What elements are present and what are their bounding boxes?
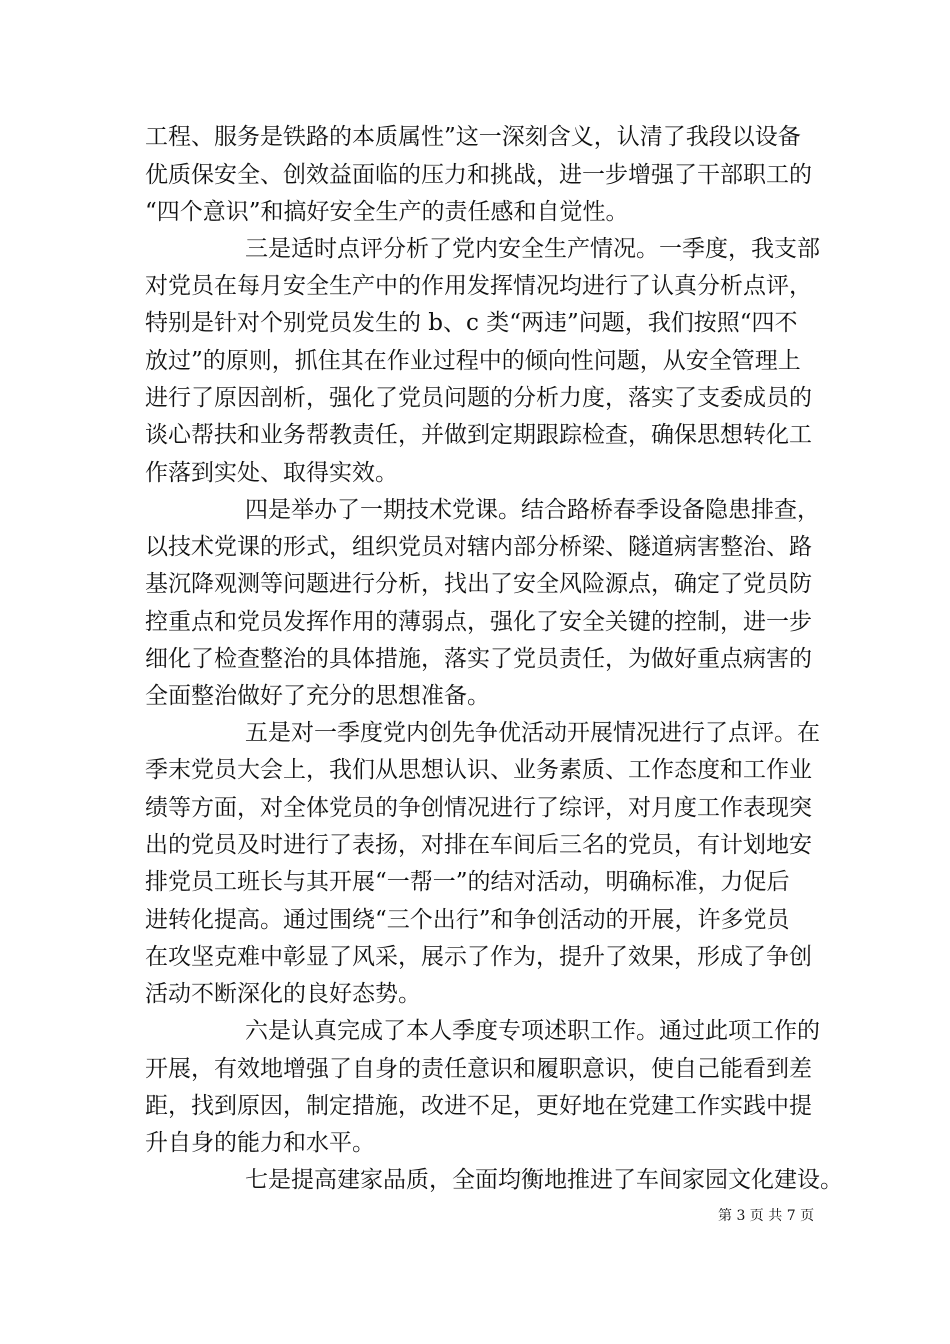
- paragraph-start-line: 七是提高建家品质，全面均衡地推进了车间家园文化建设。: [245, 1167, 843, 1193]
- text-line: 进行了原因剖析，强化了党员问题的分析力度，落实了支委成员的: [145, 385, 812, 411]
- text-line: “四个意识”和搞好安全生产的责任感和自觉性。: [145, 199, 629, 225]
- text-line: 距，找到原因，制定措施，改进不足，更好地在党建工作实践中提: [145, 1093, 812, 1119]
- text-line: 在攻坚克难中彰显了风采，展示了作为，提升了效果，形成了争创: [145, 944, 812, 970]
- text-line: 出的党员及时进行了表扬，对排在车间后三名的党员，有计划地安: [145, 832, 812, 858]
- page-number: 第 3 页 共 7 页: [718, 1208, 815, 1224]
- text-line: 细化了检查整治的具体措施，落实了党员责任，为做好重点病害的: [145, 646, 812, 672]
- text-line: 开展，有效地增强了自身的责任意识和履职意识，使自己能看到差: [145, 1056, 812, 1082]
- text-line: 进转化提高。通过围绕“三个出行”和争创活动的开展，许多党员: [145, 907, 790, 933]
- text-line: 以技术党课的形式，组织党员对辖内部分桥梁、隧道病害整治、路: [145, 534, 812, 560]
- text-line: 工程、服务是铁路的本质属性”这一深刻含义，认清了我段以设备: [145, 124, 801, 150]
- text-line: 优质保安全、创效益面临的压力和挑战，进一步增强了干部职工的: [145, 162, 812, 188]
- text-line: 控重点和党员发挥作用的薄弱点，强化了安全关键的控制，进一步: [145, 609, 812, 635]
- paragraph-start-line: 六是认真完成了本人季度专项述职工作。通过此项工作的: [245, 1018, 820, 1044]
- text-line: 全面整治做好了充分的思想准备。: [145, 683, 490, 709]
- text-line: 活动不断深化的良好态势。: [145, 981, 421, 1007]
- text-line: 升自身的能力和水平。: [145, 1130, 375, 1156]
- text-line: 对党员在每月安全生产中的作用发挥情况均进行了认真分析点评，: [145, 273, 812, 299]
- paragraph-start-line: 三是适时点评分析了党内安全生产情况。一季度，我支部: [245, 236, 820, 262]
- text-line: 作落到实处、取得实效。: [145, 460, 398, 486]
- text-line: 谈心帮扶和业务帮教责任，并做到定期跟踪检查，确保思想转化工: [145, 422, 812, 448]
- paragraph-start-line: 四是举办了一期技术党课。结合路桥春季设备隐患排查，: [245, 497, 820, 523]
- text-line: 特别是针对个别党员发生的 b、c 类“两违”问题，我们按照“四不: [145, 310, 798, 336]
- text-line: 季末党员大会上，我们从思想认识、业务素质、工作态度和工作业: [145, 757, 812, 783]
- paragraph-start-line: 五是对一季度党内创先争优活动开展情况进行了点评。在: [245, 720, 820, 746]
- text-line: 绩等方面，对全体党员的争创情况进行了综评，对月度工作表现突: [145, 795, 812, 821]
- text-line: 基沉降观测等问题进行分析，找出了安全风险源点，确定了党员防: [145, 571, 812, 597]
- text-line: 排党员工班长与其开展“一帮一”的结对活动，明确标准，力促后: [145, 869, 790, 895]
- text-line: 放过”的原则，抓住其在作业过程中的倾向性问题，从安全管理上: [145, 348, 801, 374]
